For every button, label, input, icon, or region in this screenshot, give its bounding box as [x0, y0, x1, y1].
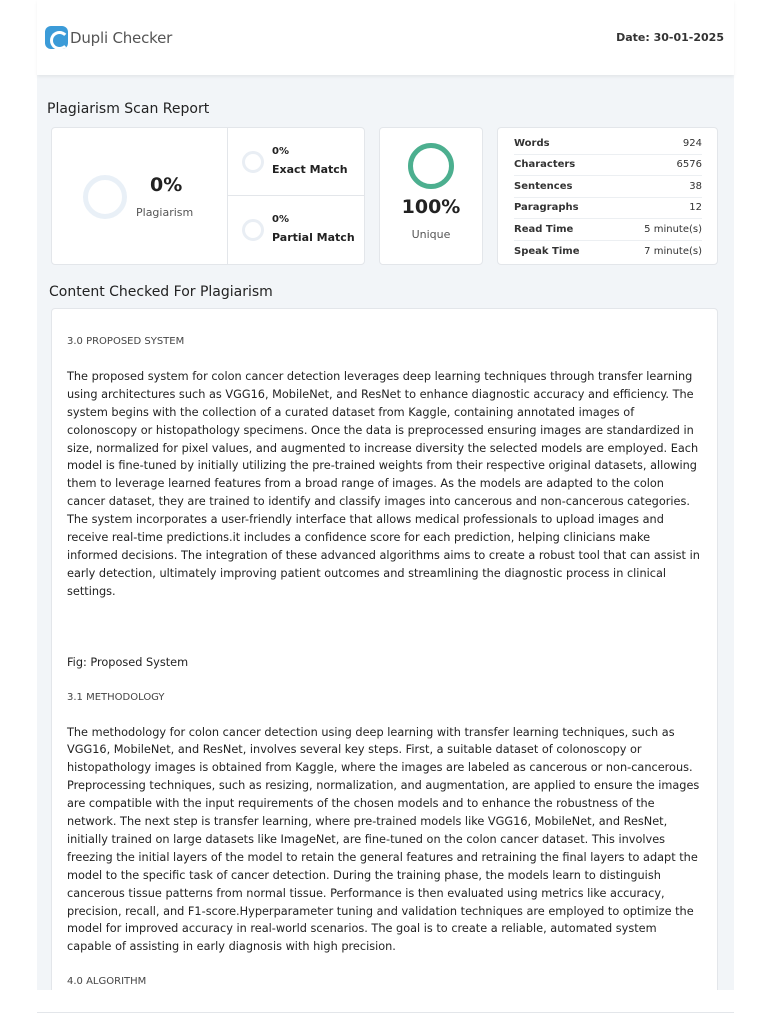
brand-name: Dupli Checker [70, 28, 173, 47]
stat-label: Read Time [514, 223, 574, 235]
exact-match [228, 128, 364, 196]
report-header [37, 0, 734, 75]
section-heading: 3.0 PROPOSED SYSTEM [67, 336, 185, 347]
stat-value: 12 [689, 202, 702, 214]
plagiarism-summary-card [51, 127, 365, 265]
footer-divider [37, 1012, 734, 1013]
figure-caption: Fig: Proposed System [67, 655, 189, 669]
stat-label: Characters [514, 159, 576, 171]
plagiarism-value: 0% [150, 174, 183, 196]
plagiarism-ring-icon [83, 175, 127, 219]
stat-row [514, 241, 702, 263]
unique-value: 100% [401, 196, 461, 218]
stat-row [514, 198, 702, 220]
content-paragraph: The proposed system for colon cancer detection leverages deep learning techniques through transfer learning using architectures such as VGG16, MobileNet, and ResNet to enhance diagnostic accuracy and efficiency. The system begins with the collection of a curated dataset from Kaggle, containing annotated images of colonoscopy or histopathology specimens. Once the data is preprocessed ensuring images are standardized in size, normalized for pixel values, and augmented to increase diversity the selected models are employed. Each model is fine-tuned by initially utilizing the pre-trained weights from their respective original datasets, allowing them to leverage learned features from a broad range of images. As the models are adapted to the colon cancer dataset, they are trained to identify and classify images into cancerous and non-cancerous categories. The system incorporates a user-friendly interface that allows medical professionals to upload images and receive real-time predictions.it includes a confidence score for each prediction, helping clinicians make informed decisions. The integration of these advanced algorithms aims to create a robust tool that can assist in early detection, ultimately improving patient outcomes and streamlining the diagnostic process in clinical settings. [67, 369, 700, 598]
unique-label: Unique [411, 228, 451, 241]
partial-match-ring-icon [242, 219, 264, 241]
stat-value: 7 minute(s) [644, 245, 702, 257]
stat-row [514, 219, 702, 241]
stat-row [514, 133, 702, 155]
plagiarism-score [52, 128, 228, 264]
content-section-title: Content Checked For Plagiarism [49, 284, 273, 300]
partial-match [228, 196, 364, 264]
stat-value: 38 [689, 180, 702, 192]
exact-match-ring-icon [242, 151, 264, 173]
report-date: Date: 30-01-2025 [616, 31, 724, 44]
exact-match-value: 0% [272, 146, 289, 157]
stat-label: Speak Time [514, 245, 580, 257]
report-title: Plagiarism Scan Report [47, 101, 210, 117]
stat-row [514, 176, 702, 198]
content-paragraph: The methodology for colon cancer detection using deep learning with transfer learning techniques, such as VGG16, MobileNet, and ResNet, involves several key steps. First, a suitable dataset of colonoscopy or histopathology images is obtained from Kaggle, where the images are labeled as cancerous or non-cancerous. Preprocessing techniques, such as resizing, normalization, and augmentation, are applied to ensure the images are compatible with the input requirements of the chosen models and to enhance the robustness of the network. The next step is transfer learning, where pre-trained models like VGG16, MobileNet, and ResNet, initially trained on large datasets like ImageNet, are fine-tuned on the colon cancer dataset. This involves freezing the initial layers of the model to retain the general features and retraining the final layers to adapt the model to the specific task of cancer detection. During the training phase, the models learn to distinguish cancerous tissue patterns from normal tissue. Performance is then evaluated using metrics like accuracy, precision, recall, and F1-score.Hyperparameter tuning and validation techniques are employed to optimize the model for improved accuracy in real-world scenarios. The goal is to create a reliable, automated system capable of assisting in early diagnosis with high precision. [67, 725, 700, 954]
text-stats-card [497, 127, 718, 265]
partial-match-label: Partial Match [272, 231, 355, 244]
section-heading: 4.0 ALGORITHM [67, 976, 147, 988]
stat-label: Sentences [514, 180, 573, 192]
checked-content[interactable] [51, 308, 718, 990]
stat-label: Words [514, 137, 550, 149]
section-heading: 3.1 METHODOLOGY [67, 691, 165, 703]
stat-value: 6576 [676, 159, 702, 171]
brand-logo [45, 26, 172, 49]
partial-match-value: 0% [272, 214, 289, 225]
plagiarism-label: Plagiarism [136, 206, 194, 219]
stat-row [514, 155, 702, 177]
stat-value: 924 [682, 137, 702, 149]
unique-ring-icon [408, 143, 454, 189]
unique-card [379, 127, 483, 265]
report-body [37, 75, 734, 990]
stat-label: Paragraphs [514, 202, 579, 214]
stat-value: 5 minute(s) [644, 223, 702, 235]
exact-match-label: Exact Match [272, 163, 348, 176]
dupli-checker-logo-icon [45, 26, 68, 49]
